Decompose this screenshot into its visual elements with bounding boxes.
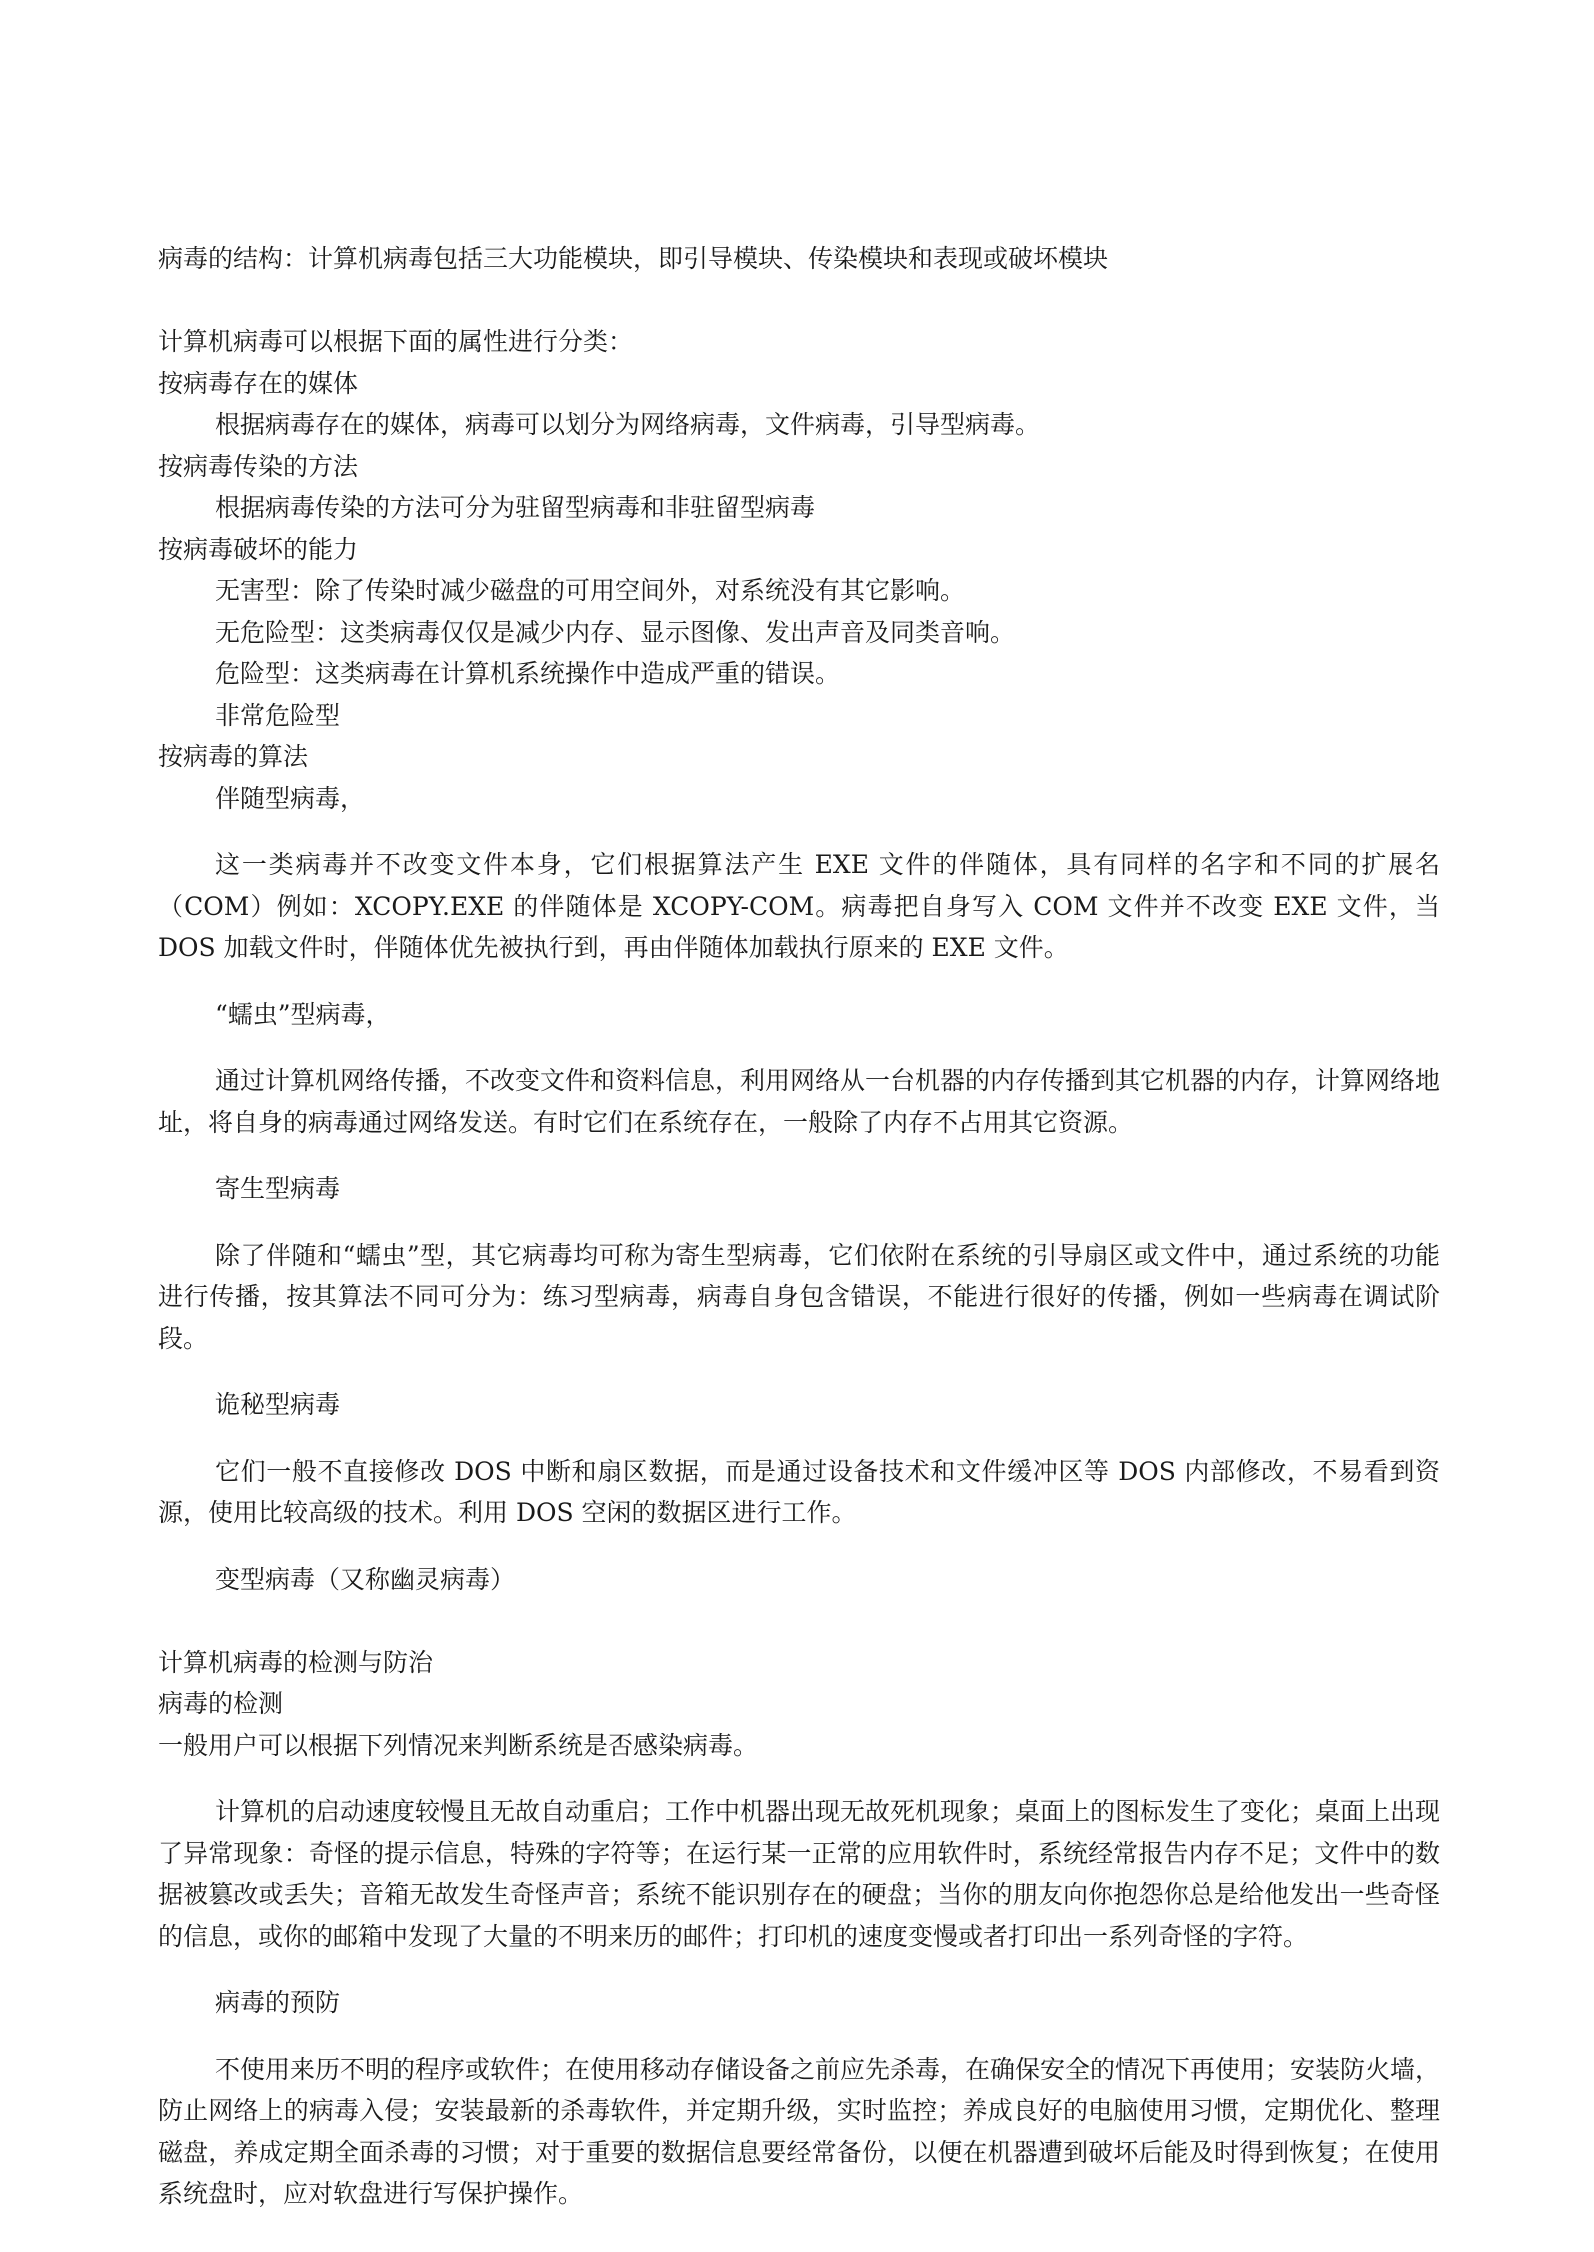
symptoms-paragraph: 计算机的启动速度较慢且无故自动重启；工作中机器出现无故死机现象；桌面上的图标发生了变化；桌面上出现了异常现象：奇怪的提示信息，特殊的字符等；在运行某一正常的应用软件时，系统经常报告内存不足；文件中的数据被篡改或丢失；音箱无故发生奇怪声音；系统不能识别存在的硬盘；当你的朋友向你抱怨你总是给他发出一些奇怪的信息，或你的邮箱中发现了大量的不明来历的邮件；打印机的速度变慢或者打印出一系列奇怪的字符。 [158, 1797, 1441, 1951]
parasitic-virus-paragraph: 除了伴随和“蠕虫”型，其它病毒均可称为寄生型病毒，它们依附在系统的引导扇区或文件中，通过系统的功能进行传播，按其算法不同可分为：练习型病毒，病毒自身包含错误，不能进行很好的传播，例如一些病毒在调试阶段。 [158, 1240, 1440, 1353]
classification-intro: 计算机病毒可以根据下面的属性进行分类： [158, 327, 634, 356]
detection-heading: 病毒的检测 [158, 1689, 284, 1718]
prevention-heading: 病毒的预防 [215, 1988, 341, 2017]
spacer [158, 1600, 1440, 1642]
parasitic-virus-heading: 寄生型病毒 [215, 1174, 341, 1203]
non-dangerous-type: 无危险型：这类病毒仅仅是减少内存、显示图像、发出声音及同类音响。 [215, 617, 1016, 647]
prevention-paragraph: 不使用来历不明的程序或软件；在使用移动存储设备之前应先杀毒，在确保安全的情况下再使用；安装防火墙，防止网络上的病毒入侵；安装最新的杀毒软件，并定期升级，实时监控；养成良好的电脑使用习惯，定期优化、整理磁盘，养成定期全面杀毒的习惯；对于重要的数据信息要经常备份，以便在机器遭到破坏后能及时得到恢复；在使用系统盘时，应对软盘进行写保护操作。 [158, 2054, 1441, 2208]
worm-virus-heading: “蠕虫”型病毒， [215, 999, 391, 1029]
harmless-type: 无害型：除了传染时减少磁盘的可用空间外，对系统没有其它影响。 [215, 576, 966, 605]
stealth-virus-heading: 诡秘型病毒 [215, 1390, 341, 1419]
polymorphic-virus-heading: 变型病毒（又称幽灵病毒） [215, 1564, 516, 1594]
companion-virus-heading: 伴随型病毒， [215, 783, 366, 813]
spacer [158, 280, 1440, 322]
detection-prevention-heading: 计算机病毒的检测与防治 [158, 1647, 434, 1677]
worm-virus-paragraph: 通过计算机网络传播，不改变文件和资料信息，利用网络从一台机器的内存传播到其它机器的内存，计算网络地址，将自身的病毒通过网络发送。有时它们在系统存在，一般除了内存不占用其它资源。 [158, 1066, 1441, 1137]
heading-by-damage: 按病毒破坏的能力 [158, 534, 359, 564]
infection-paragraph: 根据病毒传染的方法可分为驻留型病毒和非驻留型病毒 [215, 493, 816, 522]
companion-virus-paragraph: 这一类病毒并不改变文件本身，它们根据算法产生 EXE 文件的伴随体，具有同样的名字和不同的扩展名（COM）例如：XCOPY.EXE 的伴随体是 XCOPY-COM。病毒把自身写入 COM 文件并不改变 EXE 文件，当 DOS 加载文件时，伴随体优先被执行到，再由伴随体加载执行原来的 EXE 文件。 [158, 850, 1440, 962]
stealth-virus-paragraph: 它们一般不直接修改 DOS 中断和扇区数据，而是通过设备技术和文件缓冲区等 DOS 内部修改，不易看到资源，使用比较高级的技术。利用 DOS 空闲的数据区进行工作。 [158, 1456, 1440, 1527]
structure-line: 病毒的结构：计算机病毒包括三大功能模块，即引导模块、传染模块和表现或破坏模块 [158, 244, 1109, 273]
heading-by-medium: 按病毒存在的媒体 [158, 368, 359, 398]
dangerous-type: 危险型：这类病毒在计算机系统操作中造成严重的错误。 [215, 659, 841, 688]
very-dangerous-type: 非常危险型 [215, 700, 341, 730]
heading-by-algorithm: 按病毒的算法 [158, 742, 309, 771]
medium-paragraph: 根据病毒存在的媒体，病毒可以划分为网络病毒，文件病毒，引导型病毒。 [215, 410, 1041, 439]
document-body [158, 238, 1440, 2240]
heading-by-infection: 按病毒传染的方法 [158, 451, 359, 481]
detection-intro: 一般用户可以根据下列情况来判断系统是否感染病毒。 [158, 1730, 759, 1760]
